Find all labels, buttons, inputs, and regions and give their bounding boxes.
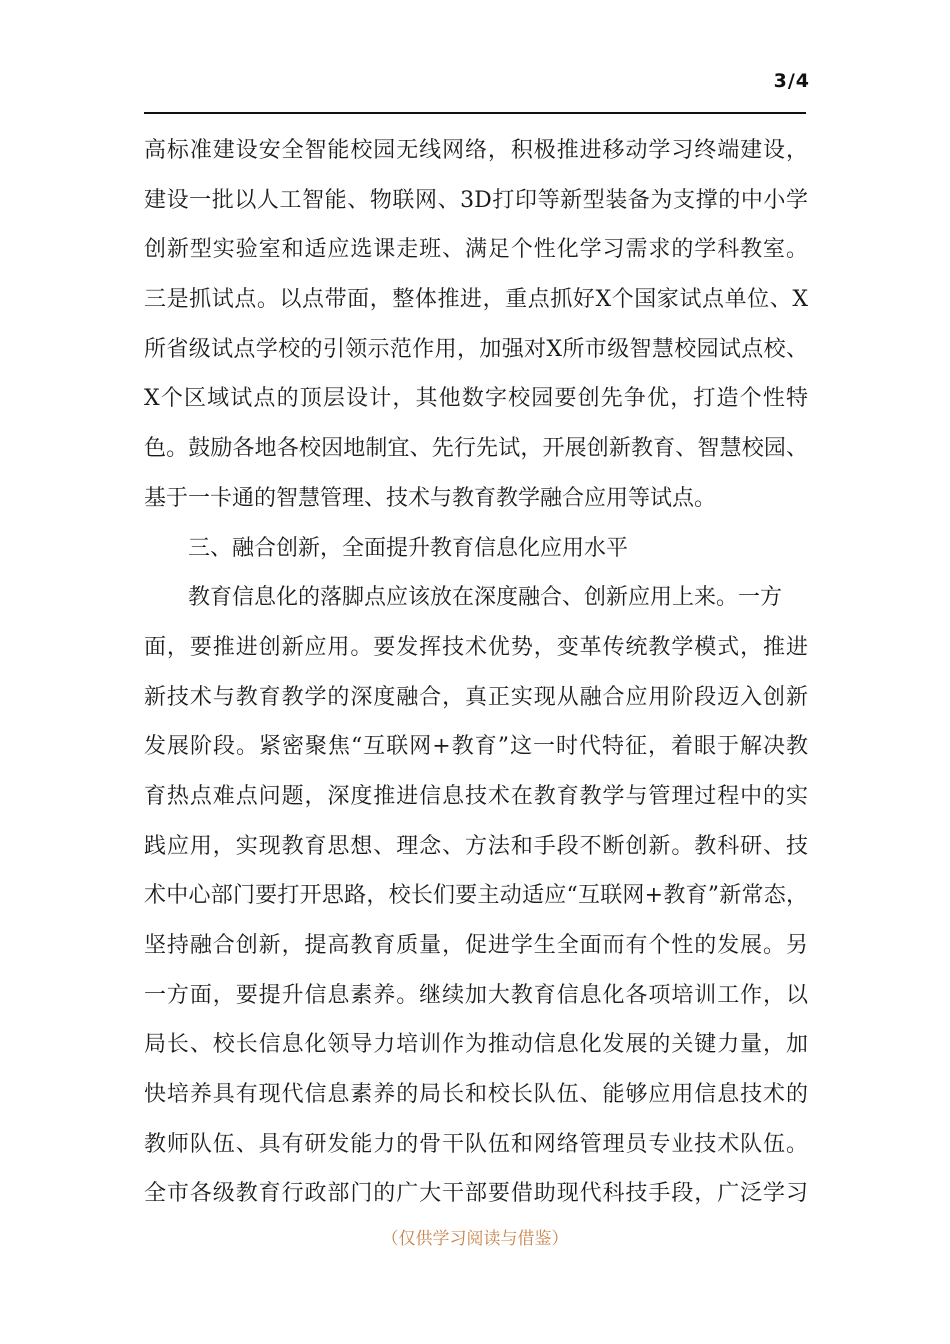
body-line: 高标准建设安全智能校园无线网络，积极推进移动学习终端建设， (144, 138, 808, 163)
footer-note: （仅供学习阅读与借鉴） (381, 1229, 569, 1249)
body-line: 育热点难点问题，深度推进信息技术在教育教学与管理过程中的实 (144, 783, 808, 809)
body-line: 全市各级教育行政部门的广大干部要借助现代科技手段，广泛学习 (144, 1181, 808, 1207)
body-line: 三是抓试点。以点带面，整体推进，重点抓好X个国家试点单位、X (144, 287, 808, 313)
body-line: 教育信息化的落脚点应该放在深度融合、创新应用上来。一方 (188, 585, 783, 611)
body-line: 快培养具有现代信息素养的局长和校长队伍、能够应用信息技术的 (144, 1082, 808, 1108)
body-line: 建设一批以人工智能、物联网、3D打印等新型装备为支撑的中小学 (144, 187, 808, 213)
body-line: X个区域试点的顶层设计，其他数字校园要创先争优，打造个性特 (144, 386, 808, 412)
body-line: 创新型实验室和适应选课走班、满足个性化学习需求的学科教室。 (144, 237, 808, 263)
page-number: 3/4 (773, 70, 810, 92)
body-line: 发展阶段。紧密聚焦“互联网+教育”这一时代特征，着眼于解决教 (144, 734, 808, 760)
body-line: 新技术与教育教学的深度融合，真正实现从融合应用阶段迈入创新 (144, 684, 808, 710)
body-line: 一方面，要提升信息素养。继续加大教育信息化各项培训工作，以 (144, 982, 808, 1008)
document-body (144, 126, 808, 1219)
body-line: 所省级试点学校的引领示范作用，加强对X所市级智慧校园试点校、 (144, 336, 808, 362)
body-line: 坚持融合创新，提高教育质量，促进学生全面而有个性的发展。另 (144, 933, 808, 958)
body-line: 术中心部门要打开思路，校长们要主动适应“互联网+教育”新常态， (144, 883, 808, 909)
body-line: 面，要推进创新应用。要发挥技术优势，变革传统教学模式，推进 (144, 634, 808, 660)
body-line: 教师队伍、具有研发能力的骨干队伍和网络管理员专业技术队伍。 (144, 1131, 808, 1157)
body-line: 局长、校长信息化领导力培训作为推动信息化发展的关键力量，加 (144, 1032, 808, 1058)
body-line: 践应用，实现教育思想、理念、方法和手段不断创新。教科研、技 (144, 833, 808, 859)
section-heading: 三、融合创新，全面提升教育信息化应用水平 (188, 535, 629, 561)
body-line: 基于一卡通的智慧管理、技术与教育教学融合应用等试点。 (144, 485, 717, 511)
header-divider (144, 112, 806, 114)
body-line: 色。鼓励各地各校因地制宜、先行先试，开展创新教育、智慧校园、 (144, 436, 808, 462)
